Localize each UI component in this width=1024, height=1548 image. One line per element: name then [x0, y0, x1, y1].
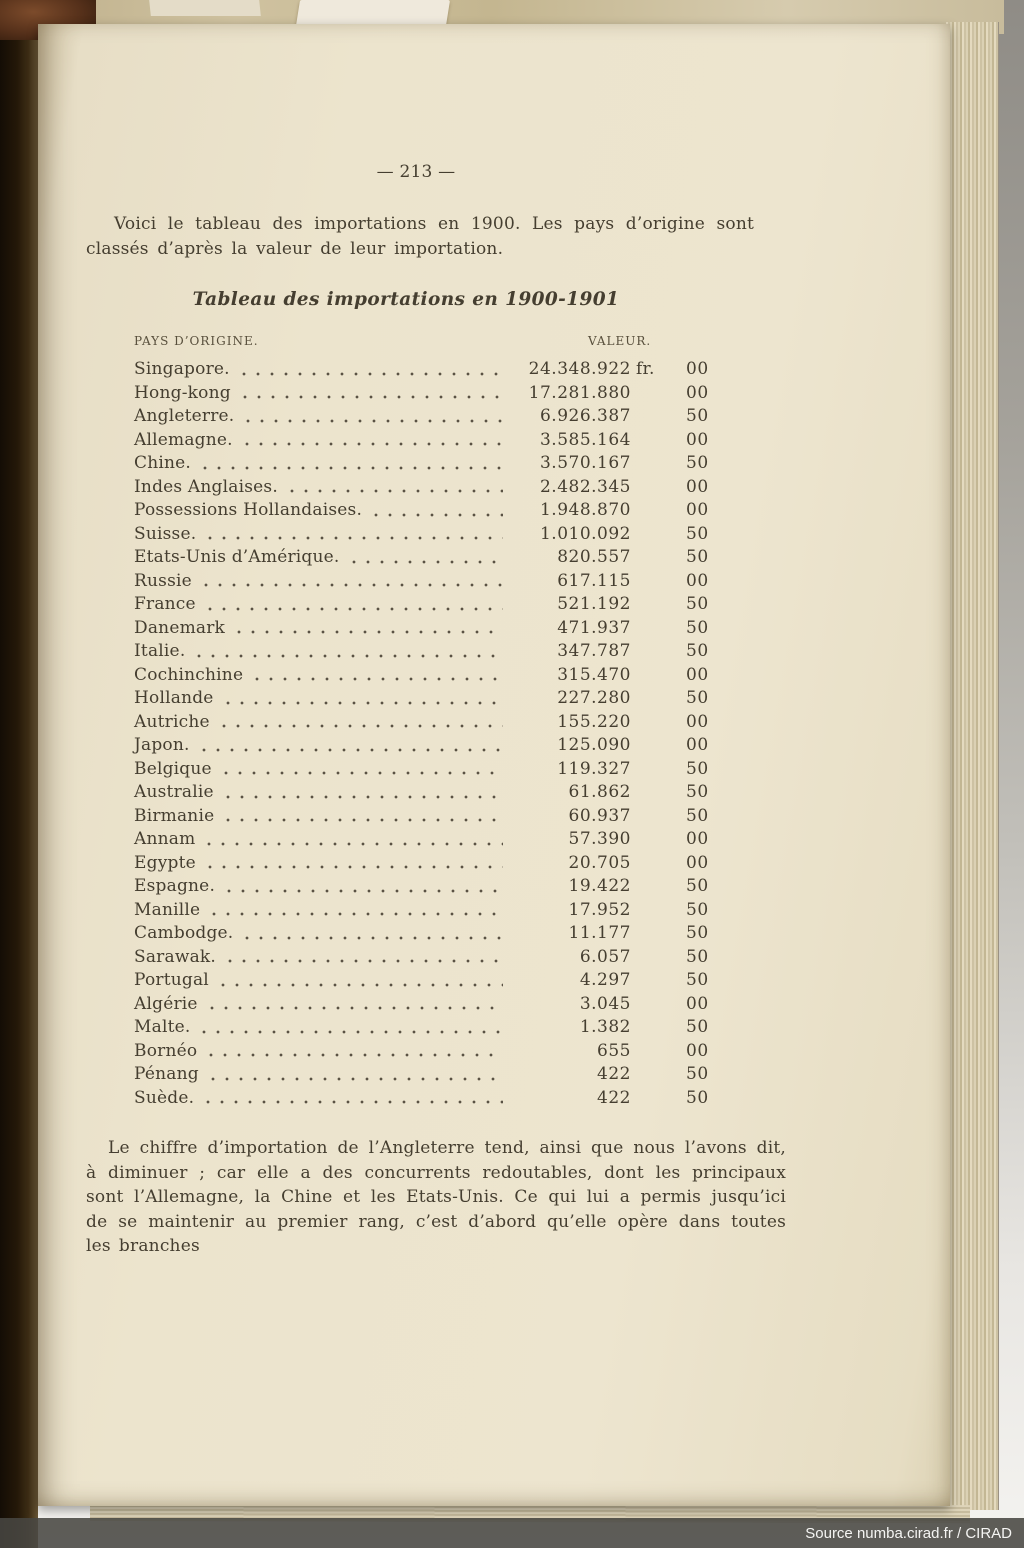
value-cents: 50 — [686, 923, 709, 943]
value-cents: 00 — [686, 359, 709, 379]
value-amount: 1.010.092 — [539, 523, 631, 544]
value-cents: 00 — [686, 476, 709, 497]
table-row — [134, 993, 732, 1017]
dot-leader — [347, 546, 503, 570]
table-row — [134, 852, 732, 876]
value-cents: 00 — [686, 570, 709, 591]
value-cents: 00 — [686, 852, 709, 873]
dot-leader — [207, 899, 503, 923]
value-cents: 50 — [686, 899, 709, 920]
country-name: Angleterre. — [134, 406, 235, 426]
country-name: Manille — [134, 899, 201, 920]
value-cents: 50 — [686, 688, 709, 708]
value-amount: 24.348.922 — [528, 359, 631, 379]
page-content — [38, 24, 786, 1259]
value-amount: 1.382 — [579, 1017, 631, 1037]
country-name: Pénang — [134, 1064, 199, 1084]
value-cents: 50 — [686, 805, 709, 826]
dot-leader — [250, 664, 503, 688]
value-cents: 50 — [686, 594, 709, 614]
imports-table — [134, 358, 732, 1110]
table-row — [134, 781, 732, 805]
value-amount: 61.862 — [568, 782, 631, 802]
value-amount: 119.327 — [557, 758, 631, 779]
value-amount: 617.115 — [557, 570, 631, 591]
value-cents: 00 — [686, 500, 709, 520]
table-row — [134, 1016, 732, 1040]
value-cents: 00 — [686, 711, 709, 732]
table-row — [134, 875, 732, 899]
dot-leader — [369, 499, 503, 523]
country-name: France — [134, 594, 196, 614]
column-header-value: VALEUR. — [588, 334, 652, 348]
country-name: Cochinchine — [134, 664, 244, 685]
table-header — [86, 334, 786, 354]
country-name: Etats-Unis d’Amérique. — [134, 547, 340, 567]
dot-leader — [199, 570, 503, 594]
value-cents: 50 — [686, 453, 709, 473]
value-amount: 655 — [597, 1040, 631, 1061]
value-amount: 60.937 — [568, 805, 631, 826]
table-row — [134, 570, 732, 594]
dot-leader — [223, 946, 503, 970]
country-name: Japon. — [134, 735, 190, 755]
dot-leader — [206, 1063, 503, 1087]
table-row — [134, 1087, 732, 1111]
source-attribution-text: Source numba.cirad.fr / CIRAD — [805, 1524, 1012, 1542]
value-cents: 50 — [686, 1017, 709, 1037]
table-row — [134, 969, 732, 993]
country-name: Suède. — [134, 1087, 195, 1108]
value-cents: 50 — [686, 547, 709, 567]
value-amount: 422 — [597, 1087, 631, 1108]
table-row — [134, 429, 732, 453]
table-row — [134, 711, 732, 735]
country-name: Algérie — [134, 993, 198, 1014]
value-amount: 2.482.345 — [539, 476, 631, 497]
value-amount: 20.705 — [568, 852, 631, 873]
closing-paragraph: Le chiffre d’importation de l’Angleterre tend, ainsi que nous l’avons dit, à diminuer ; car elle a des concurrents redoutables, dont les principaux sont l’Allemagne, la Chine et les Etats-Unis. Ce qui lui a permis jusqu’ici de se maintenir au premier rang, c’est d’abord qu’elle opère dans toutes les branches — [86, 1138, 786, 1256]
country-name: Possessions Hollandaises. — [134, 500, 363, 520]
value-amount: 11.177 — [568, 923, 631, 943]
table-row — [134, 828, 732, 852]
dot-leader — [192, 640, 503, 664]
right-page-edges — [946, 22, 999, 1510]
value-amount: 6.926.387 — [539, 406, 631, 426]
dot-leader — [216, 969, 503, 993]
value-cents: 50 — [686, 523, 709, 544]
value-cents: 50 — [686, 758, 709, 779]
dot-leader — [203, 852, 503, 876]
table-row — [134, 946, 732, 970]
source-attribution-bar — [0, 1518, 1024, 1548]
value-cents: 00 — [686, 735, 709, 755]
value-cents: 50 — [686, 970, 709, 990]
value-cents: 50 — [686, 782, 709, 802]
background-sheet — [296, 0, 450, 26]
value-amount: 19.422 — [568, 876, 631, 896]
country-name: Hong-kong — [134, 382, 231, 403]
table-row — [134, 734, 732, 758]
value-amount: 3.585.164 — [539, 429, 631, 450]
table-row — [134, 499, 732, 523]
value-amount: 521.192 — [557, 594, 631, 614]
dot-leader — [232, 617, 503, 641]
value-amount: 1.948.870 — [539, 500, 631, 520]
dot-leader — [217, 711, 503, 735]
table-row — [134, 546, 732, 570]
intro-paragraph: Voici le tableau des importations en 1900. Les pays d’origine sont classés d’après la valeur de leur importation. — [86, 214, 754, 259]
country-name: Belgique — [134, 758, 212, 779]
dot-leader — [221, 805, 503, 829]
background-sheet — [149, 0, 261, 16]
table-row — [134, 805, 732, 829]
country-name: Indes Anglaises. — [134, 476, 278, 497]
dot-leader — [202, 828, 503, 852]
value-cents: 00 — [686, 829, 709, 849]
column-header-country: PAYS D’ORIGINE. — [134, 334, 259, 348]
dot-leader — [240, 922, 503, 946]
value-amount: 820.557 — [557, 547, 631, 567]
dot-leader — [201, 1087, 503, 1111]
dot-leader — [240, 429, 503, 453]
value-amount: 471.937 — [557, 617, 631, 638]
country-name: Espagne. — [134, 876, 216, 896]
value-cents: 50 — [686, 1064, 709, 1084]
dot-leader — [221, 781, 503, 805]
dot-leader — [197, 1016, 503, 1040]
value-amount: 3.570.167 — [539, 453, 631, 473]
table-row — [134, 922, 732, 946]
country-name: Portugal — [134, 970, 209, 990]
country-name: Allemagne. — [134, 429, 233, 450]
value-amount: 17.952 — [568, 899, 631, 920]
dot-leader — [238, 382, 503, 406]
dot-leader — [221, 687, 503, 711]
country-name: Cambodge. — [134, 923, 234, 943]
table-row — [134, 476, 732, 500]
dot-leader — [204, 1040, 503, 1064]
table-row — [134, 382, 732, 406]
value-cents: 50 — [686, 406, 709, 426]
table-title: Tableau des importations en 1900-1901 — [192, 289, 620, 310]
table-row — [134, 523, 732, 547]
page-number: — 213 — — [376, 162, 456, 182]
value-cents: 00 — [686, 664, 709, 685]
country-name: Egypte — [134, 852, 196, 873]
table-row — [134, 452, 732, 476]
country-name: Russie — [134, 570, 192, 591]
country-name: Singapore. — [134, 359, 230, 379]
book-page — [38, 24, 950, 1506]
value-amount: 227.280 — [557, 688, 631, 708]
dot-leader — [285, 476, 503, 500]
value-cents: 50 — [686, 946, 709, 967]
table-row — [134, 640, 732, 664]
table-row — [134, 593, 732, 617]
value-amount: 422 — [597, 1064, 631, 1084]
table-row — [134, 687, 732, 711]
country-name: Birmanie — [134, 805, 215, 826]
dot-leader — [205, 993, 503, 1017]
dot-leader — [237, 358, 503, 382]
value-amount: 347.787 — [557, 641, 631, 661]
value-amount: 315.470 — [557, 664, 631, 685]
country-name: Suisse. — [134, 523, 197, 544]
table-row — [134, 1040, 732, 1064]
value-amount: 3.045 — [579, 993, 631, 1014]
country-name: Australie — [134, 782, 214, 802]
table-row — [134, 617, 732, 641]
value-amount: 125.090 — [557, 735, 631, 755]
book-spine — [0, 0, 38, 1548]
country-name: Bornéo — [134, 1040, 198, 1061]
dot-leader — [198, 452, 503, 476]
value-cents: 00 — [686, 1040, 709, 1061]
country-name: Danemark — [134, 617, 226, 638]
country-name: Chine. — [134, 453, 192, 473]
value-amount: 155.220 — [557, 711, 631, 732]
dot-leader — [219, 758, 503, 782]
table-row — [134, 405, 732, 429]
country-name: Autriche — [134, 711, 210, 732]
value-cents: 00 — [686, 993, 709, 1014]
value-cents: 50 — [686, 1087, 709, 1108]
dot-leader — [203, 523, 503, 547]
value-amount: 17.281.880 — [528, 382, 631, 403]
table-row — [134, 758, 732, 782]
value-cents: 50 — [686, 876, 709, 896]
dot-leader — [222, 875, 503, 899]
value-cents: 00 — [686, 429, 709, 450]
dot-leader — [197, 734, 503, 758]
dot-leader — [203, 593, 503, 617]
table-row — [134, 899, 732, 923]
country-name: Annam — [134, 829, 196, 849]
value-unit: fr. — [636, 359, 655, 379]
value-amount: 6.057 — [579, 946, 631, 967]
value-amount: 57.390 — [568, 829, 631, 849]
country-name: Malte. — [134, 1017, 191, 1037]
dot-leader — [241, 405, 503, 429]
country-name: Sarawak. — [134, 946, 217, 967]
country-name: Hollande — [134, 688, 214, 708]
value-cents: 00 — [686, 382, 709, 403]
table-row — [134, 358, 732, 382]
table-row — [134, 1063, 732, 1087]
table-row — [134, 664, 732, 688]
value-amount: 4.297 — [579, 970, 631, 990]
country-name: Italie. — [134, 641, 186, 661]
value-cents: 50 — [686, 617, 709, 638]
value-cents: 50 — [686, 641, 709, 661]
